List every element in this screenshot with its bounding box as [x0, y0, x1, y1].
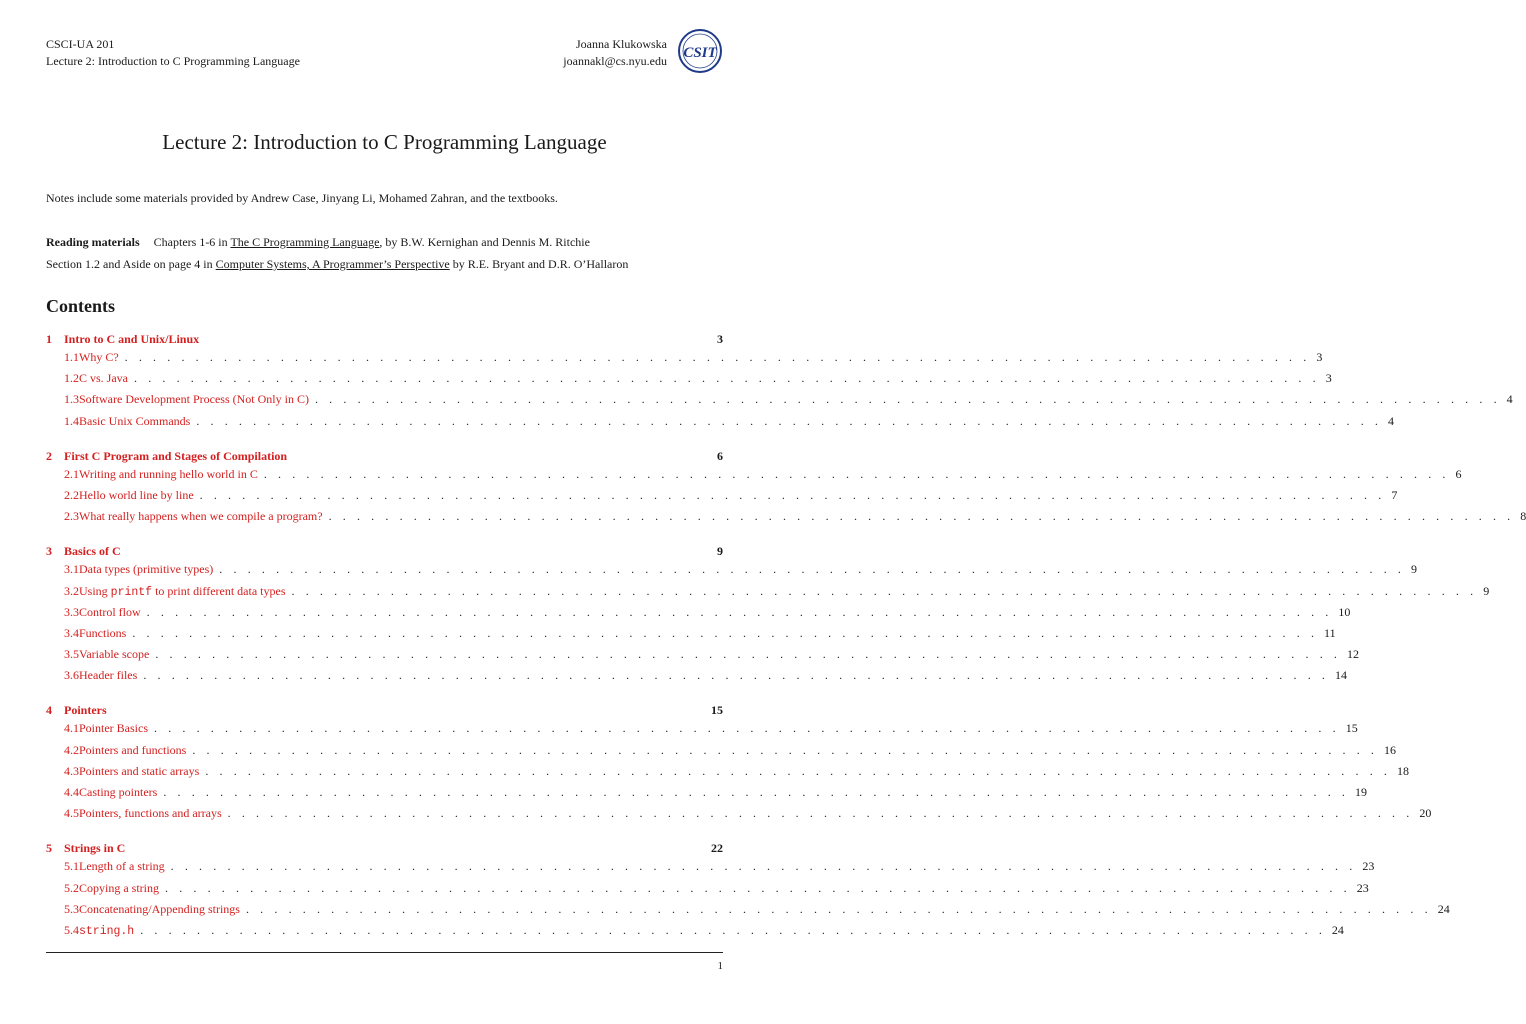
- reading-line2-pre: Section 1.2 and Aside on page 4 in: [46, 257, 216, 271]
- toc-subsection-title[interactable]: Why C?: [79, 350, 119, 364]
- toc-dot-leader: . . . . . . . . . . . . . . . . . . . . . . . . . . . . . . . . . . . . . . . . . . . . . . . . . . . . . . . . . . . . . . . . . . . . . . . . . . . . . . . . . . . .: [263, 466, 1450, 481]
- toc-subsection-title[interactable]: Using printf to print different data types: [79, 583, 286, 599]
- toc-subsection[interactable]: [46, 647, 1360, 668]
- toc-subsection-number: 2.2: [64, 487, 79, 502]
- toc-subsection-number: 4.2: [64, 742, 79, 757]
- toc-subsection[interactable]: [46, 901, 1450, 923]
- toc-section-number: 3: [46, 544, 52, 559]
- toc-dot-leader: . . . . . . . . . . . . . . . . . . . . . . . . . . . . . . . . . . . . . . . . . . . . . . . . . . . . . . . . . . . . . . . . . . . . . . . . . . . . . . . . . . . .: [146, 604, 1333, 619]
- toc-subsection[interactable]: [46, 806, 1432, 827]
- reading-line1-post: , by B.W. Kernighan and Dennis M. Ritchie: [379, 235, 590, 249]
- toc-subsection[interactable]: [46, 922, 1344, 944]
- toc-dot-leader: . . . . . . . . . . . . . . . . . . . . . . . . . . . . . . . . . . . . . . . . . . . . . . . . . . . . . . . . . . . . . . . . . . . . . . . . . . . . . . . . . . . .: [205, 763, 1392, 778]
- toc-section[interactable]: [46, 841, 723, 859]
- toc-subsection-number: 4.5: [64, 806, 79, 821]
- page-number: 1: [717, 960, 723, 972]
- toc-subsection-title[interactable]: [79, 923, 134, 938]
- header-lecture: Lecture 2: Introduction to C Programming Language: [46, 54, 300, 68]
- toc-dot-leader: . . . . . . . . . . . . . . . . . . . . . . . . . . . . . . . . . . . . . . . . . . . . . . . . . . . . . . . . . . . . . . . . . . . . . . . . . . . . . . . . . . . .: [196, 413, 1383, 428]
- toc-subsection[interactable]: [46, 763, 1410, 785]
- toc-subsection-title[interactable]: Data types (primitive types): [79, 562, 214, 577]
- toc-subsection-number: 5.2: [64, 880, 79, 895]
- document-page: [46, 0, 1526, 1024]
- toc-subsection[interactable]: [46, 785, 1368, 806]
- toc-subsection-number: 5.3: [64, 901, 79, 916]
- toc-section-page: 3: [717, 332, 723, 346]
- toc-subsection-number: 3.4: [64, 625, 79, 640]
- toc-subsection-title[interactable]: Basic Unix Commands: [79, 413, 191, 428]
- toc-subsection-page: 16: [1384, 742, 1397, 757]
- toc-subsection-title[interactable]: Software Development Process (Not Only in C): [79, 392, 309, 407]
- toc-subsection-page: 4: [1388, 413, 1395, 428]
- toc-subsection[interactable]: [46, 625, 1336, 647]
- book-link-csapp[interactable]: Computer Systems, A Programmer’s Perspective: [215, 257, 450, 271]
- toc-subsection-page: 24: [1331, 922, 1344, 937]
- table-of-contents: [46, 332, 1526, 944]
- reading-line1-pre: Chapters 1-6 in: [153, 235, 231, 249]
- toc-subsection-number: 2.1: [64, 466, 79, 481]
- toc-subsection-number: 4.4: [64, 785, 79, 799]
- toc-subsection-title[interactable]: Header files: [79, 668, 138, 683]
- toc-section-title[interactable]: Pointers: [64, 703, 107, 718]
- toc-dot-leader: . . . . . . . . . . . . . . . . . . . . . . . . . . . . . . . . . . . . . . . . . . . . . . . . . . . . . . . . . . . . . . . . . . . . . . . . . . . . . . . . . . . .: [219, 562, 1405, 577]
- csit-logo: [677, 28, 723, 74]
- toc-subsection-title[interactable]: What really happens when we compile a program?: [79, 509, 323, 524]
- toc-subsection-title[interactable]: Writing and running hello world in C: [79, 466, 258, 481]
- toc-subsection-title[interactable]: Variable scope: [79, 647, 150, 662]
- toc-subsection-number: 3.6: [64, 668, 79, 683]
- code-text: printf: [110, 585, 153, 599]
- toc-subsection[interactable]: [46, 392, 1513, 413]
- toc-subsection-number: 1.2: [64, 371, 79, 386]
- toc-section-number: 1: [46, 332, 52, 346]
- toc-subsection[interactable]: [46, 509, 1526, 530]
- document-title: Lecture 2: Introduction to C Programming Language: [162, 130, 607, 154]
- toc-subsection-page: 18: [1397, 763, 1410, 778]
- toc-dot-leader: . . . . . . . . . . . . . . . . . . . . . . . . . . . . . . . . . . . . . . . . . . . . . . . . . . . . . . . . . . . . . . . . . . . . . . . . . . . . . . . . . . . .: [314, 392, 1501, 407]
- toc-subsection[interactable]: [46, 859, 1375, 880]
- reading-materials: [46, 231, 628, 275]
- toc-section[interactable]: [46, 703, 723, 721]
- course-code: CSCI-UA 201: [46, 37, 115, 51]
- toc-subsection[interactable]: [46, 668, 1348, 689]
- toc-subsection-page: 9: [1483, 583, 1490, 598]
- toc-dot-leader: . . . . . . . . . . . . . . . . . . . . . . . . . . . . . . . . . . . . . . . . . . . . . . . . . . . . . . . . . . . . . . . . . . . . . . . . . . . . . . . . . . . .: [154, 721, 1340, 736]
- toc-subsection-title[interactable]: Concatenating/Appending strings: [79, 901, 240, 916]
- toc-section[interactable]: [46, 544, 723, 562]
- toc-dot-leader: . . . . . . . . . . . . . . . . . . . . . . . . . . . . . . . . . . . . . . . . . . . . . . . . . . . . . . . . . . . . . . . . . . . . . . . . . . . . . . . . . . . .: [227, 806, 1414, 821]
- toc-subsection-page: 11: [1324, 625, 1336, 640]
- toc-subsection-page: 3: [1316, 350, 1323, 364]
- toc-subsection-number: 2.3: [64, 509, 79, 524]
- toc-dot-leader: . . . . . . . . . . . . . . . . . . . . . . . . . . . . . . . . . . . . . . . . . . . . . . . . . . . . . . . . . . . . . . . . . . . . . . . . . . . . . . . . . . . .: [134, 371, 1320, 386]
- toc-subsection-page: 23: [1356, 880, 1369, 895]
- toc-section-title[interactable]: First C Program and Stages of Compilation: [64, 448, 288, 463]
- toc-dot-leader: . . . . . . . . . . . . . . . . . . . . . . . . . . . . . . . . . . . . . . . . . . . . . . . . . . . . . . . . . . . . . . . . . . . . . . . . . . . . . . . . . . . .: [155, 647, 1342, 662]
- toc-subsection-page: 12: [1347, 647, 1360, 662]
- toc-subsection-number: 3.5: [64, 647, 79, 662]
- toc-subsection-page: 24: [1437, 901, 1450, 916]
- toc-subsection[interactable]: [46, 413, 1395, 435]
- header-left: [46, 36, 300, 70]
- toc-subsection-title[interactable]: Hello world line by line: [79, 487, 194, 502]
- toc-subsection-title[interactable]: Copying a string: [79, 880, 159, 895]
- toc-subsection-page: 9: [1411, 562, 1417, 577]
- toc-section-title[interactable]: Intro to C and Unix/Linux: [64, 332, 200, 346]
- reading-label: Reading materials: [46, 235, 140, 249]
- toc-subsection[interactable]: [46, 721, 1358, 742]
- toc-section-number: 2: [46, 448, 52, 463]
- toc-subsection[interactable]: [46, 350, 1323, 371]
- header-right: [563, 36, 667, 70]
- toc-section-number: 4: [46, 703, 52, 718]
- toc-subsection-page: 4: [1506, 392, 1513, 407]
- toc-subsection-page: 14: [1335, 668, 1348, 683]
- toc-subsection-title[interactable]: Length of a string: [79, 859, 165, 874]
- toc-dot-leader: . . . . . . . . . . . . . . . . . . . . . . . . . . . . . . . . . . . . . . . . . . . . . . . . . . . . . . . . . . . . . . . . . . . . . . . . . . . . . . . . . . . .: [192, 742, 1379, 757]
- toc-dot-leader: . . . . . . . . . . . . . . . . . . . . . . . . . . . . . . . . . . . . . . . . . . . . . . . . . . . . . . . . . . . . . . . . . . . . . . . . . . . . . . . . . . . .: [165, 880, 1351, 895]
- toc-subsection-page: 20: [1419, 806, 1432, 821]
- toc-dot-leader: . . . . . . . . . . . . . . . . . . . . . . . . . . . . . . . . . . . . . . . . . . . . . . . . . . . . . . . . . . . . . . . . . . . . . . . . . . . . . . . . . . . .: [132, 625, 1319, 640]
- toc-subsection-page: 3: [1325, 371, 1332, 386]
- toc-subsection-title[interactable]: Casting pointers: [79, 785, 158, 799]
- toc-subsection-title[interactable]: Pointer Basics: [79, 721, 148, 736]
- reading-line2-post: by R.E. Bryant and D.R. O’Hallaron: [449, 257, 629, 271]
- toc-subsection-title[interactable]: Pointers and static arrays: [79, 763, 200, 778]
- toc-dot-leader: . . . . . . . . . . . . . . . . . . . . . . . . . . . . . . . . . . . . . . . . . . . . . . . . . . . . . . . . . . . . . . . . . . . . . . . . . . . . . . . . . . . .: [170, 859, 1357, 874]
- toc-subsection-number: 1.3: [64, 392, 79, 407]
- toc-section-number: 5: [46, 841, 52, 856]
- toc-subsection-number: 5.4: [64, 922, 79, 937]
- toc-subsection-number: 3.2: [64, 583, 79, 598]
- toc-subsection-page: 6: [1455, 466, 1462, 481]
- toc-dot-leader: . . . . . . . . . . . . . . . . . . . . . . . . . . . . . . . . . . . . . . . . . . . . . . . . . . . . . . . . . . . . . . . . . . . . . . . . . . . . . . . . . . . .: [124, 350, 1311, 364]
- toc-subsection[interactable]: [46, 604, 1351, 626]
- toc-subsection-page: 23: [1362, 859, 1375, 874]
- contents-heading: Contents: [46, 296, 116, 316]
- toc-dot-leader: . . . . . . . . . . . . . . . . . . . . . . . . . . . . . . . . . . . . . . . . . . . . . . . . . . . . . . . . . . . . . . . . . . . . . . . . . . . . . . . . . . . .: [163, 785, 1350, 799]
- toc-subsection-page: 19: [1355, 785, 1368, 799]
- toc-subsection[interactable]: [46, 880, 1369, 902]
- toc-subsection-title[interactable]: C vs. Java: [79, 371, 128, 386]
- toc-subsection-number: 5.1: [64, 859, 79, 874]
- toc-subsection-title[interactable]: Pointers, functions and arrays: [79, 806, 222, 821]
- toc-subsection-number: 1.4: [64, 413, 79, 428]
- toc-section[interactable]: [46, 449, 723, 467]
- code-text: string.h: [79, 924, 135, 938]
- toc-subsection-page: 15: [1345, 721, 1358, 736]
- book-link-kr[interactable]: The C Programming Language: [230, 235, 380, 249]
- toc-section-page: 9: [717, 544, 723, 559]
- toc-subsection-page: 8: [1520, 509, 1526, 524]
- toc-dot-leader: . . . . . . . . . . . . . . . . . . . . . . . . . . . . . . . . . . . . . . . . . . . . . . . . . . . . . . . . . . . . . . . . . . . . . . . . . . . . . . . . . . . .: [199, 487, 1386, 502]
- toc-subsection-number: 3.3: [64, 604, 79, 619]
- toc-subsection-number: 4.1: [64, 721, 79, 736]
- toc-dot-leader: . . . . . . . . . . . . . . . . . . . . . . . . . . . . . . . . . . . . . . . . . . . . . . . . . . . . . . . . . . . . . . . . . . . . . . . . . . . . . . . . . . . .: [328, 509, 1515, 524]
- toc-section-title[interactable]: Basics of C: [64, 544, 121, 559]
- toc-subsection-title[interactable]: Control flow: [79, 604, 141, 619]
- author-name: Joanna Klukowska: [576, 37, 667, 51]
- svg-text:CSIT: CSIT: [683, 45, 717, 61]
- toc-section-page: 15: [711, 703, 723, 718]
- toc-subsection[interactable]: [46, 487, 1398, 509]
- footer-rule: [46, 952, 723, 953]
- toc-subsection-number: 3.1: [64, 562, 79, 577]
- toc-section[interactable]: [46, 332, 723, 350]
- toc-subsection-title[interactable]: Pointers and functions: [79, 742, 187, 757]
- author-email: joannakl@cs.nyu.edu: [563, 54, 667, 68]
- toc-subsection[interactable]: [46, 466, 1462, 488]
- toc-section-page: 6: [717, 448, 723, 463]
- toc-dot-leader: . . . . . . . . . . . . . . . . . . . . . . . . . . . . . . . . . . . . . . . . . . . . . . . . . . . . . . . . . . . . . . . . . . . . . . . . . . . . . . . . . . . .: [245, 901, 1432, 916]
- toc-dot-leader: . . . . . . . . . . . . . . . . . . . . . . . . . . . . . . . . . . . . . . . . . . . . . . . . . . . . . . . . . . . . . . . . . . . . . . . . . . . . . . . . . . . .: [291, 583, 1478, 598]
- toc-subsection[interactable]: [46, 562, 1417, 583]
- toc-subsection-number: 1.1: [64, 350, 79, 364]
- toc-subsection[interactable]: [46, 371, 1332, 392]
- toc-subsection[interactable]: [46, 583, 1490, 605]
- toc-subsection-number: 4.3: [64, 763, 79, 778]
- toc-subsection-page: 7: [1391, 487, 1398, 502]
- toc-subsection-title[interactable]: Functions: [79, 625, 127, 640]
- toc-section-title[interactable]: Strings in C: [64, 841, 126, 856]
- toc-subsection[interactable]: [46, 742, 1397, 764]
- toc-section-page: 22: [711, 841, 723, 856]
- notes-line: Notes include some materials provided by Andrew Case, Jinyang Li, Mohamed Zahran, and the textbooks.: [46, 191, 558, 205]
- toc-dot-leader: . . . . . . . . . . . . . . . . . . . . . . . . . . . . . . . . . . . . . . . . . . . . . . . . . . . . . . . . . . . . . . . . . . . . . . . . . . . . . . . . . . . .: [143, 668, 1330, 683]
- toc-subsection-page: 10: [1338, 604, 1351, 619]
- toc-dot-leader: . . . . . . . . . . . . . . . . . . . . . . . . . . . . . . . . . . . . . . . . . . . . . . . . . . . . . . . . . . . . . . . . . . . . . . . . . . . . . . . . . . . .: [140, 922, 1326, 937]
